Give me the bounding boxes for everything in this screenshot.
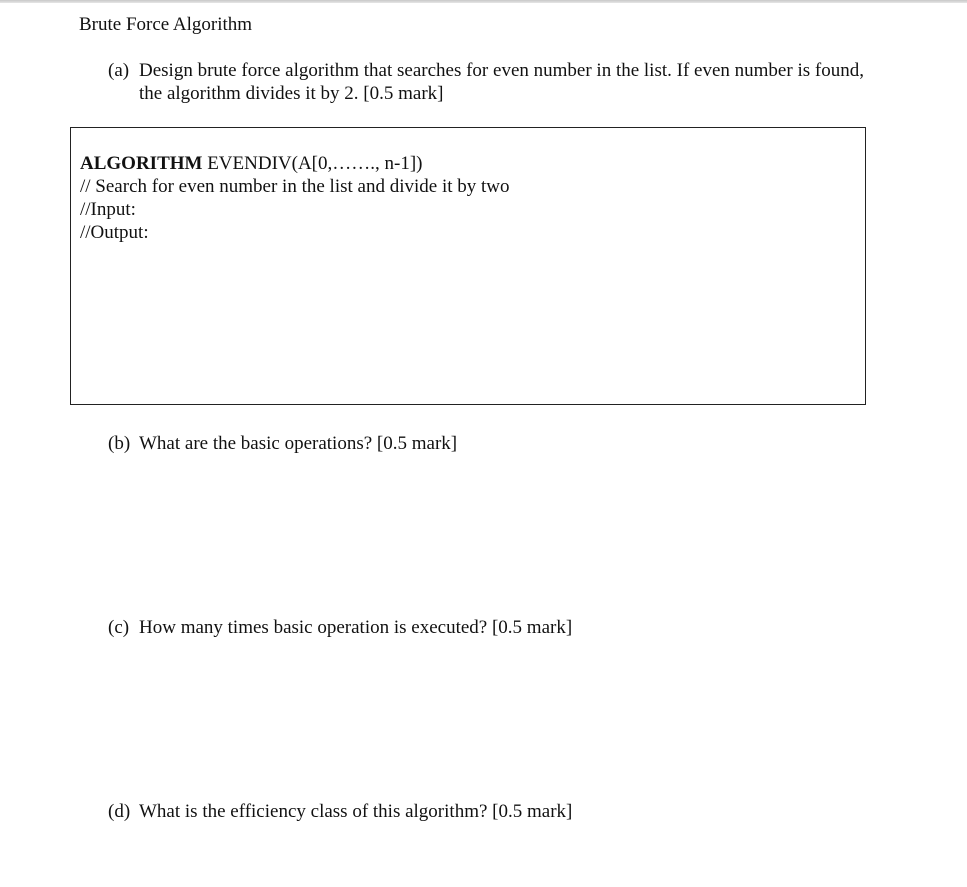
page-top-border bbox=[0, 0, 967, 3]
question-d bbox=[108, 800, 879, 823]
question-b-text: What are the basic operations? [0.5 mark] bbox=[139, 433, 458, 454]
algorithm-output-line: //Output: bbox=[80, 222, 149, 243]
question-c-label: (c) bbox=[108, 617, 130, 638]
question-a-label: (a) bbox=[108, 60, 130, 81]
question-c-text: How many times basic operation is executed? [0.5 mark] bbox=[139, 617, 573, 638]
question-b-label: (b) bbox=[108, 433, 131, 454]
algorithm-comment-line: // Search for even number in the list and divide it by two bbox=[80, 176, 510, 197]
question-d-label: (d) bbox=[108, 801, 131, 822]
algorithm-header-line bbox=[80, 152, 510, 175]
question-c bbox=[108, 616, 879, 639]
question-d-text: What is the efficiency class of this algorithm? [0.5 mark] bbox=[139, 801, 573, 822]
algorithm-pseudocode bbox=[80, 152, 510, 244]
algorithm-input-line: //Input: bbox=[80, 199, 136, 220]
algorithm-signature: EVENDIV(A[0,……., n-1]) bbox=[202, 153, 423, 174]
question-b bbox=[108, 432, 879, 455]
document-title: Brute Force Algorithm bbox=[79, 14, 253, 35]
question-a-text: Design brute force algorithm that searches for even number in the list. If even number is found, the algorithm divides it by 2. [0.5 mark] bbox=[139, 60, 864, 104]
question-a bbox=[108, 59, 879, 105]
algorithm-keyword: ALGORITHM bbox=[80, 153, 203, 174]
algorithm-answer-box[interactable] bbox=[70, 127, 866, 405]
